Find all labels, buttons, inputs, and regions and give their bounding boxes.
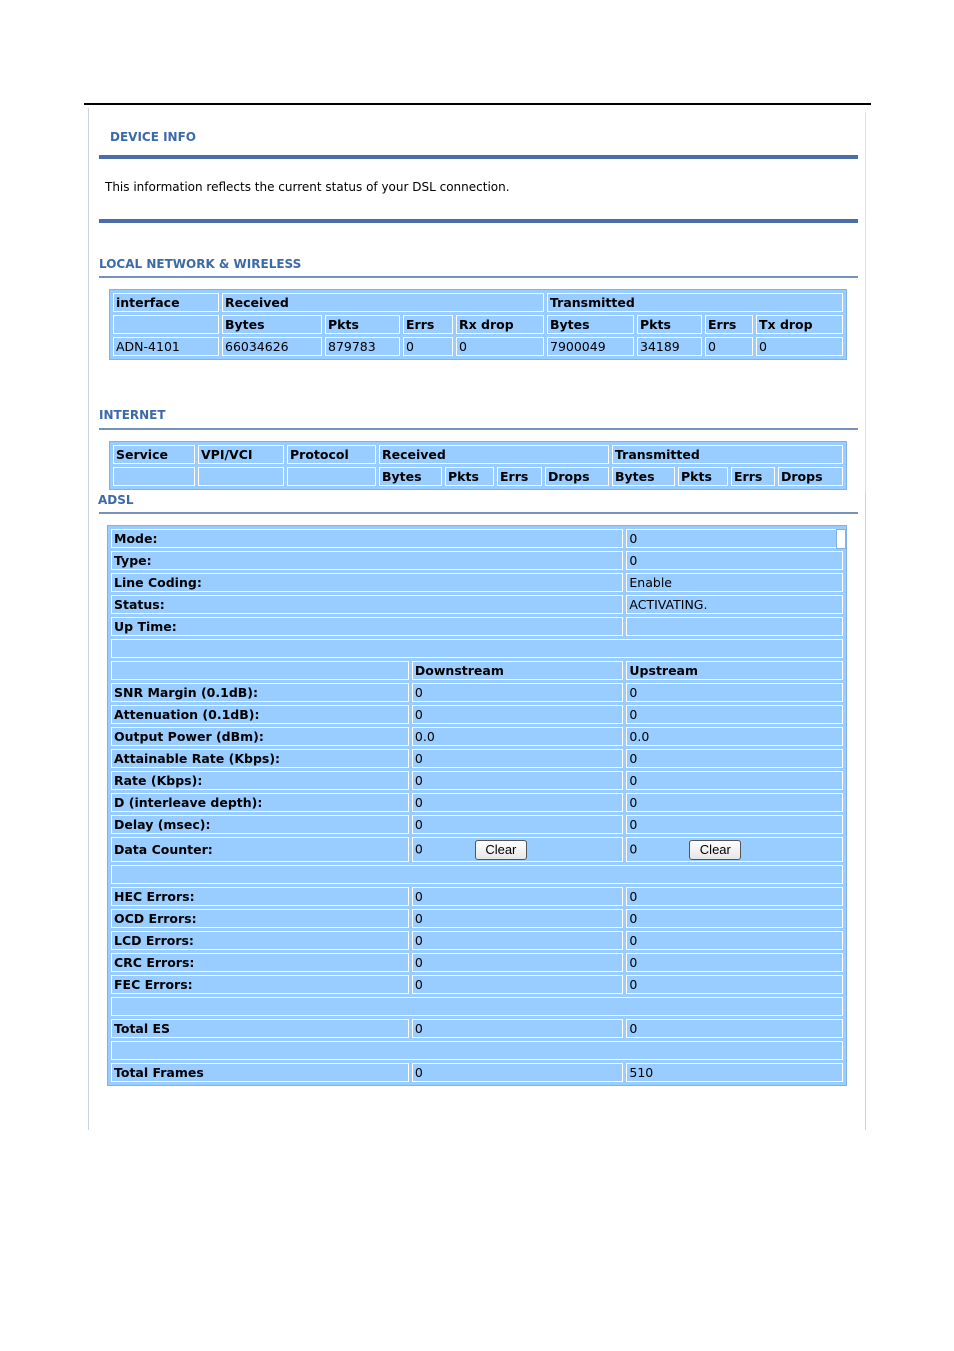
header-blank [113,467,195,486]
crc-up: 0 [626,953,843,972]
header-protocol: Protocol [287,445,376,464]
header-blank [198,467,284,486]
type-label: Type: [111,551,623,570]
total-frames-label: Total Frames [111,1063,409,1082]
device-info-title: DEVICE INFO [110,130,196,144]
local-network-title: LOCAL NETWORK & WIRELESS [99,257,302,271]
interleave-label: D (interleave depth): [111,793,409,812]
scrollbar-thumb[interactable] [836,529,846,549]
total-frames-down: 0 [412,1063,623,1082]
output-power-label: Output Power (dBm): [111,727,409,746]
cell-tx-drop: 0 [756,337,843,356]
device-info-divider-bottom [99,219,858,223]
header-rx-bytes: Bytes [222,315,322,334]
fec-down: 0 [412,975,623,994]
attenuation-down: 0 [412,705,623,724]
attainable-rate-down: 0 [412,749,623,768]
adsl-divider [99,512,858,514]
cell-rx-pkts: 879783 [325,337,400,356]
output-power-up: 0.0 [626,727,843,746]
total-es-up: 0 [626,1019,843,1038]
clear-upstream-button[interactable]: Clear [689,840,741,860]
header-service: Service [113,445,195,464]
crc-label: CRC Errors: [111,953,409,972]
header-tx-pkts: Pkts [637,315,702,334]
internet-title: INTERNET [99,408,166,422]
attenuation-label: Attenuation (0.1dB): [111,705,409,724]
up-time-label: Up Time: [111,617,623,636]
local-network-table [109,289,847,360]
status-label: Status: [111,595,623,614]
header-interface: interface [113,293,219,312]
snr-down: 0 [412,683,623,702]
header-tx-errs: Errs [731,467,775,486]
header-vpi-vci: VPI/VCI [198,445,284,464]
header-tx-drop: Tx drop [756,315,843,334]
interleave-down: 0 [412,793,623,812]
downstream-header: Downstream [412,661,623,680]
header-tx-bytes: Bytes [612,467,675,486]
spacer-row [111,865,843,884]
top-divider [84,103,871,105]
interleave-up: 0 [626,793,843,812]
header-rx-bytes: Bytes [379,467,442,486]
header-blank [113,315,219,334]
data-counter-down-cell [412,837,623,862]
spacer-row [111,997,843,1016]
table-row [113,337,843,356]
local-network-divider [99,276,858,278]
data-counter-label: Data Counter: [111,837,409,862]
mode-label: Mode: [111,529,623,548]
rate-down: 0 [412,771,623,790]
frame-left-border [88,108,89,1130]
cell-tx-errs: 0 [705,337,753,356]
cell-tx-bytes: 7900049 [547,337,634,356]
data-counter-up: 0 [629,841,638,856]
lcd-down: 0 [412,931,623,950]
rate-up: 0 [626,771,843,790]
upstream-header: Upstream [626,661,843,680]
fec-up: 0 [626,975,843,994]
crc-down: 0 [412,953,623,972]
total-es-label: Total ES [111,1019,409,1038]
ocd-down: 0 [412,909,623,928]
hec-down: 0 [412,887,623,906]
lcd-label: LCD Errors: [111,931,409,950]
header-received: Received [379,445,609,464]
cell-tx-pkts: 34189 [637,337,702,356]
type-value: 0 [626,551,843,570]
ocd-up: 0 [626,909,843,928]
line-coding-value: Enable [626,573,843,592]
clear-downstream-button[interactable]: Clear [475,840,527,860]
lcd-up: 0 [626,931,843,950]
header-blank [287,467,376,486]
header-rx-errs: Errs [403,315,453,334]
header-transmitted: Transmitted [612,445,843,464]
line-coding-label: Line Coding: [111,573,623,592]
total-es-down: 0 [412,1019,623,1038]
delay-down: 0 [412,815,623,834]
device-info-divider [99,155,858,159]
spacer-row [111,1041,843,1060]
attainable-rate-up: 0 [626,749,843,768]
cell-rx-errs: 0 [403,337,453,356]
cell-rx-bytes: 66034626 [222,337,322,356]
status-value: ACTIVATING. [626,595,843,614]
output-power-down: 0.0 [412,727,623,746]
header-rx-errs: Errs [497,467,542,486]
ocd-label: OCD Errors: [111,909,409,928]
header-tx-drops: Drops [778,467,843,486]
header-transmitted: Transmitted [547,293,843,312]
adsl-table [107,525,847,1086]
header-tx-pkts: Pkts [678,467,728,486]
header-tx-errs: Errs [705,315,753,334]
total-frames-up: 510 [626,1063,843,1082]
header-rx-pkts: Pkts [325,315,400,334]
cell-rx-drop: 0 [456,337,544,356]
snr-label: SNR Margin (0.1dB): [111,683,409,702]
internet-divider [99,428,858,430]
fec-label: FEC Errors: [111,975,409,994]
delay-up: 0 [626,815,843,834]
data-counter-down: 0 [414,841,423,856]
header-rx-drop: Rx drop [456,315,544,334]
internet-table [109,441,847,490]
rate-label: Rate (Kbps): [111,771,409,790]
hec-label: HEC Errors: [111,887,409,906]
attenuation-up: 0 [626,705,843,724]
device-info-description: This information reflects the current status of your DSL connection. [105,180,510,194]
adsl-title: ADSL [98,493,134,507]
spacer-row [111,639,843,658]
header-blank [111,661,409,680]
mode-value: 0 [626,529,843,548]
header-rx-pkts: Pkts [445,467,494,486]
delay-label: Delay (msec): [111,815,409,834]
header-tx-bytes: Bytes [547,315,634,334]
snr-up: 0 [626,683,843,702]
frame-right-border [865,112,866,492]
cell-interface: ADN-4101 [113,337,219,356]
header-rx-drops: Drops [545,467,609,486]
data-counter-up-cell [626,837,843,862]
header-received: Received [222,293,544,312]
frame-right-border-adsl [865,492,866,1130]
hec-up: 0 [626,887,843,906]
up-time-value [626,617,843,636]
attainable-rate-label: Attainable Rate (Kbps): [111,749,409,768]
